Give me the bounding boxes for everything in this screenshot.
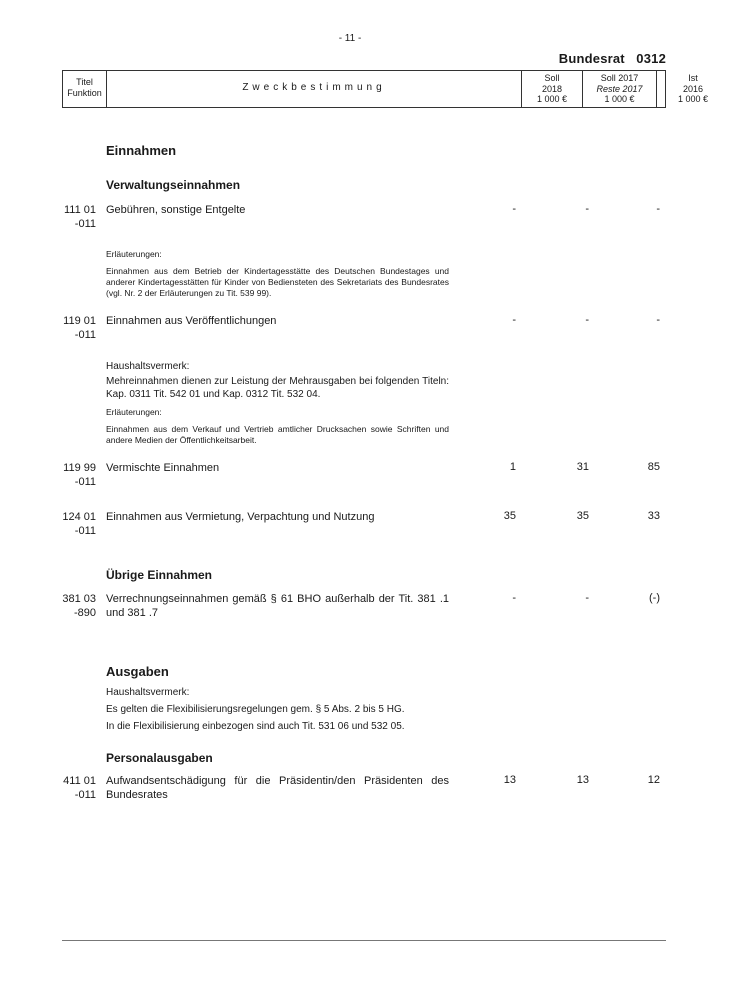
hv-label-119-01: Haushaltsvermerk: [106, 361, 190, 372]
text-119-99: Vermischte Einnahmen [106, 462, 220, 474]
header-funktion-label: Funktion [67, 87, 102, 98]
funktion-number: -890 [73, 607, 96, 619]
soll-124-01: 35 [503, 510, 516, 522]
header-reste-unit: 1 000 € [604, 94, 635, 104]
soll-111-01: - [512, 203, 516, 215]
section-einnahmen: Einnahmen [106, 143, 177, 158]
header-zweck: Zweckbestimmung [107, 71, 522, 107]
soll-381-03: - [512, 592, 516, 604]
reste-119-99: 31 [576, 461, 589, 473]
ist-119-99: 85 [647, 461, 660, 473]
text-119-01: Einnahmen aus Veröffentlichungen [106, 315, 277, 327]
header-titel-label: Titel [76, 77, 93, 87]
header-soll [522, 71, 583, 107]
ausgaben-hv-line1: Es gelten die Flexibilisierungsregelungen gem. § 5 Abs. 2 bis 5 HG. [106, 704, 405, 715]
header-soll-unit: 1 000 € [536, 94, 568, 104]
ist-381-03: (-) [649, 592, 660, 604]
reste-119-01: - [585, 314, 589, 326]
funktion-number: -011 [74, 218, 96, 230]
text-124-01: Einnahmen aus Vermietung, Verpachtung und Nutzung [106, 511, 375, 523]
soll-119-01: - [512, 314, 516, 326]
ausgaben-hv-label: Haushaltsvermerk: [106, 687, 190, 698]
funktion-number: -011 [74, 789, 96, 801]
header-soll-label: Soll [544, 73, 560, 83]
titel-411-01 [62, 774, 96, 802]
titel-number: 111 01 [63, 204, 96, 216]
titel-number: 381 03 [62, 593, 96, 605]
header-ist [657, 71, 729, 107]
hv-text-119-01: Mehreinnahmen dienen zur Leistung der Mehrausgaben bei folgenden Titeln: Kap. 0311 Tit. 542 01 und Kap. 0312 Tit. 532 04. [106, 376, 449, 400]
erl-label-111-01: Erläuterungen: [106, 249, 162, 259]
reste-381-03: - [585, 592, 589, 604]
header-titel [63, 71, 107, 107]
titel-number: 411 01 [63, 775, 96, 787]
titel-number: 119 99 [63, 462, 96, 474]
erl-label-119-01: Erläuterungen: [106, 407, 162, 417]
ist-124-01: 33 [647, 510, 660, 522]
titel-119-99 [62, 461, 96, 489]
funktion-number: -011 [74, 476, 96, 488]
funktion-number: -011 [74, 329, 96, 341]
reste-411-01: 13 [576, 774, 589, 786]
header-ist-label: Ist [688, 73, 698, 83]
section-ausgaben: Ausgaben [106, 664, 169, 679]
text-111-01: Gebühren, sonstige Entgelte [106, 204, 246, 216]
text-381-03: Verrechnungseinnahmen gemäß § 61 BHO außerhalb der Tit. 381 .1 und 381 .7 [106, 593, 449, 619]
titel-number: 124 01 [62, 511, 96, 523]
soll-119-99: 1 [509, 461, 516, 473]
funktion-number: -011 [74, 525, 96, 537]
sub-personalausgaben: Personalausgaben [106, 751, 213, 765]
header-reste-sub: Reste 2017 [596, 83, 643, 94]
document-title: Bundesrat 0312 [558, 51, 666, 66]
titel-111-01 [62, 203, 96, 231]
reste-111-01: - [585, 203, 589, 215]
header-ist-year: 2016 [682, 83, 704, 94]
erl-text-119-01: Einnahmen aus dem Verkauf und Vertrieb amtlicher Drucksachen sowie Schriften und andere Medien der Öffentlichkeitsarbeit. [106, 424, 449, 445]
soll-411-01: 13 [503, 774, 516, 786]
titel-124-01 [62, 510, 96, 538]
header-reste-label: Soll 2017 [600, 73, 639, 83]
ausgaben-hv-line2: In die Flexibilisierung einbezogen sind auch Tit. 531 06 und 532 05. [106, 721, 405, 732]
erl-text-111-01: Einnahmen aus dem Betrieb der Kindertagesstätte des Deutschen Bundestages und anderer Kindertagesstätten für Kinder von Bediensteten des Sekretariats des Bundesrates (vgl. Nr. 2 der Erläuterungen zu Tit. 539 99). [106, 266, 449, 298]
ist-411-01: 12 [647, 774, 660, 786]
header-soll-year: 2018 [541, 83, 563, 94]
titel-119-01 [62, 314, 96, 342]
header-ist-unit: 1 000 € [677, 94, 709, 104]
text-411-01: Aufwandsentschädigung für die Präsidentin/den Präsidenten des Bundesrates [106, 775, 449, 801]
header-reste [583, 71, 657, 107]
sub-verwaltungseinnahmen: Verwaltungseinnahmen [106, 178, 241, 192]
page-number: - 11 - [338, 33, 362, 44]
column-header-table [62, 70, 709, 108]
sub-uebrige-einnahmen: Übrige Einnahmen [106, 568, 213, 582]
titel-number: 119 01 [63, 315, 96, 327]
ist-119-01: - [656, 314, 660, 326]
ist-111-01: - [656, 203, 660, 215]
titel-381-03 [62, 592, 96, 620]
reste-124-01: 35 [576, 510, 589, 522]
footer-rule [62, 940, 666, 941]
